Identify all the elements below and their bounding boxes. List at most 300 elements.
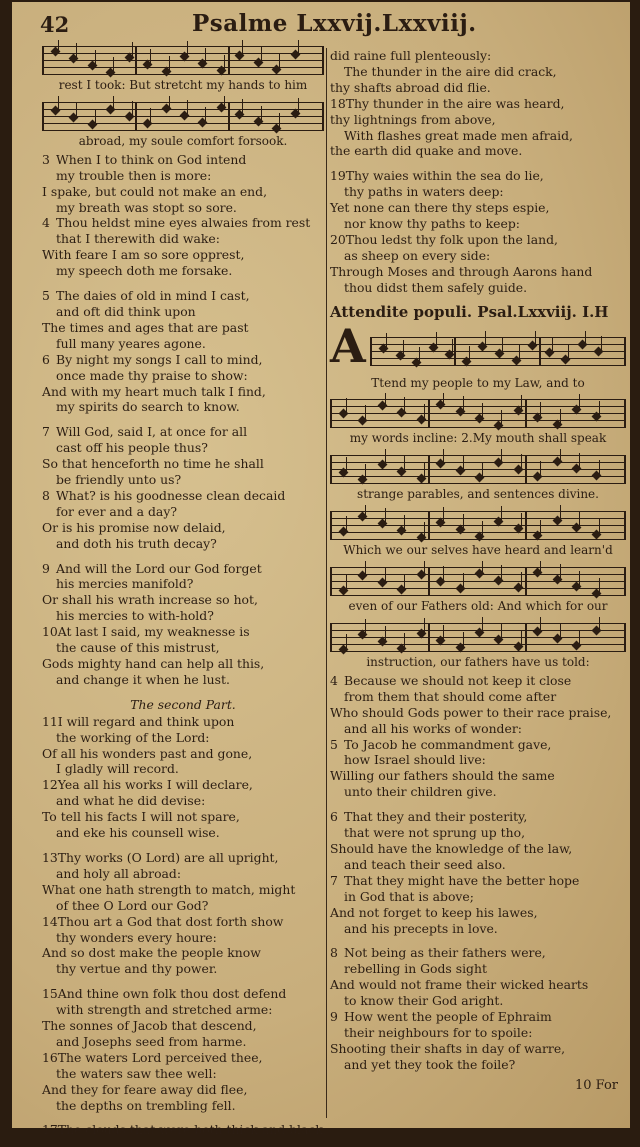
verse-text: And they for feare away did flee, (42, 1081, 248, 1097)
verse-line (330, 977, 626, 993)
verse-number: 9 (330, 1009, 338, 1025)
verse-text: Who should Gods power to their race praise, (330, 704, 612, 720)
verse-text: and Josephs seed from harme. (56, 1033, 247, 1049)
verse-line (42, 986, 324, 1002)
verse-number: 6 (42, 351, 50, 367)
note-stem (365, 405, 366, 419)
bar-line (624, 623, 626, 652)
verse-line (42, 263, 324, 279)
note-stem (436, 332, 437, 346)
note-stem (568, 344, 569, 358)
bar-line (330, 399, 332, 428)
verse-line (42, 440, 324, 456)
verse-text: With feare I am so sore opprest, (42, 247, 245, 263)
bar-line (624, 511, 626, 540)
tune-lyric: instruction, our fathers have us told: (366, 655, 590, 670)
verse-number: 17 (42, 1122, 58, 1138)
bar-line (135, 46, 137, 75)
verse-line (330, 905, 626, 921)
verse-text: Not being as their fathers were, (344, 945, 546, 961)
verse-line (42, 761, 324, 777)
verse-text: What? is his goodnesse clean decaid (56, 487, 286, 503)
note-stem (279, 113, 280, 127)
verse-line (330, 752, 626, 768)
verse-number: 12 (42, 777, 58, 793)
verse-number: 14 (42, 913, 58, 929)
note-stem (95, 109, 96, 123)
part-heading: The second Part. (130, 696, 236, 712)
verse-line (330, 1025, 626, 1041)
verse-number: 16 (42, 1049, 58, 1065)
verse-block (330, 673, 626, 800)
bar-line (330, 623, 332, 652)
verse-text: With flashes great made men afraid, (344, 127, 573, 143)
verse-block (42, 850, 324, 977)
note-stem (403, 340, 404, 354)
note-stem (521, 395, 522, 409)
bar-line (454, 337, 456, 366)
note-stem (579, 512, 580, 526)
note-stem (205, 48, 206, 62)
verse-line (330, 168, 626, 184)
verse-line (42, 488, 324, 504)
verse-text: And not forget to keep his lawes, (330, 904, 538, 920)
note-stem (424, 618, 425, 632)
note-stem (95, 50, 96, 64)
verse-text: nor know thy paths to keep: (344, 216, 520, 232)
verse-text: the waters saw thee well: (56, 1065, 217, 1081)
note-stem (585, 331, 586, 345)
note-stem (76, 102, 77, 116)
verse-text: Willing our fathers should the same (330, 768, 555, 784)
note-stem (443, 566, 444, 580)
bar-line (428, 511, 430, 540)
verse-text: and oft did think upon (56, 303, 196, 319)
verse-line (42, 1122, 327, 1138)
note-stem (385, 626, 386, 640)
note-stem (113, 57, 114, 71)
catchword: 10 For (574, 1077, 618, 1093)
note-stem (463, 514, 464, 528)
note-stem (482, 403, 483, 417)
tune-heading: Attendite populi. Psal.Lxxviij. I.H (330, 302, 609, 321)
tune-lyric: abroad, my soule comfort forsook. (78, 133, 288, 148)
note-stem (485, 331, 486, 345)
verse-block (42, 1122, 327, 1138)
verse-number: 10 (42, 624, 58, 640)
bar-line (428, 623, 430, 652)
verse-line (330, 673, 626, 689)
verse-line (42, 961, 324, 977)
verse-line (42, 746, 324, 762)
drop-cap: A (330, 318, 366, 373)
verse-line (42, 520, 324, 536)
note-stem (404, 515, 405, 529)
verse-line (42, 809, 324, 825)
note-stem (242, 40, 243, 54)
tune-lyric: even of our Fathers old: And which for our (348, 599, 608, 614)
note-stem (560, 409, 561, 423)
verse-line (42, 608, 324, 624)
verse-line (42, 882, 324, 898)
verse-line (330, 993, 626, 1009)
verse-number: 7 (330, 872, 338, 888)
verse-text: full many yeares agone. (56, 335, 206, 351)
note-stem (463, 632, 464, 646)
music-staff (370, 331, 626, 367)
note-stem (279, 54, 280, 68)
tune-lyric: my words incline: 2.My mouth shall speak (349, 431, 607, 446)
verse-text: What one hath strength to match, might (42, 881, 296, 897)
note-stem (132, 101, 133, 115)
verse-text: And thine own folk thou dost defend (57, 986, 287, 1002)
verse-text: So that henceforth no time he shall (42, 456, 264, 472)
verse-number: 18 (330, 95, 346, 111)
note-stem (452, 339, 453, 353)
verse-text: and holy all abroad: (56, 865, 182, 881)
verse-text: To tell his facts I will not spare, (42, 809, 240, 825)
verse-line (330, 48, 626, 64)
note-stem (463, 455, 464, 469)
verse-text: How went the people of Ephraim (344, 1009, 552, 1025)
verse-text: thy vertue and thy power. (56, 961, 218, 977)
tune-lyric: rest I took: But stretcht my hands to him (58, 78, 308, 92)
verse-text: Because we should not keep it close (344, 672, 572, 688)
verse-text: The sonnes of Jacob that descend, (42, 1018, 257, 1034)
verse-text: And would not frame their wicked hearts (330, 977, 589, 993)
note-stem (365, 561, 366, 575)
note-stem (599, 401, 600, 415)
note-stem (224, 96, 225, 110)
note-stem (346, 575, 347, 589)
verse-text: once made thy praise to show: (56, 367, 248, 383)
verse-text: of thee O Lord our God? (56, 897, 209, 913)
verse-line (42, 656, 324, 672)
verse-line (42, 945, 324, 961)
verse-line (42, 504, 324, 520)
verse-text: that I therewith did wake: (56, 231, 220, 247)
note-stem (501, 506, 502, 520)
bar-line (525, 567, 527, 596)
verse-line (42, 672, 324, 688)
tune-lyric: strange parables, and sentences divine. (357, 487, 599, 502)
verse-line (42, 1066, 324, 1082)
verse-line (42, 730, 324, 746)
bar-line (322, 46, 324, 75)
verse-line (330, 705, 626, 721)
verse-line (42, 1082, 324, 1098)
verse-line (42, 200, 324, 216)
verse-text: Thou art a God that dost forth show (57, 913, 284, 929)
note-stem (579, 571, 580, 585)
verse-line (330, 945, 626, 961)
verse-text: Of all his wonders past and gone, (42, 745, 253, 761)
verse-number: 4 (330, 672, 338, 688)
note-stem (224, 55, 225, 69)
verse-text: in God that is above; (344, 888, 474, 904)
verse-line (330, 961, 626, 977)
verse-line (42, 592, 324, 608)
verse-text: That they might have the better hope (344, 872, 580, 888)
tune-lyric: Which we our selves have heard and learn'd (343, 543, 613, 558)
verse-text: Yet none can there thy steps espie, (330, 200, 550, 216)
verse-line (330, 768, 626, 784)
note-stem (187, 41, 188, 55)
note-stem (424, 463, 425, 477)
verse-line (330, 1057, 626, 1073)
book-page (12, 2, 630, 1138)
verse-text: did raine full plenteously: (330, 48, 492, 63)
bar-line (624, 567, 626, 596)
verse-number: 13 (42, 849, 58, 865)
note-stem (261, 106, 262, 120)
note-stem (579, 453, 580, 467)
verse-number: 20 (330, 231, 346, 247)
verse-text: his mercies to with-hold? (56, 608, 214, 624)
verse-line (330, 64, 626, 80)
verse-text: The thunder in the aire did crack, (344, 63, 557, 79)
verse-block (42, 714, 324, 841)
verse-text: from them that should come after (344, 688, 557, 704)
note-stem (535, 331, 536, 345)
music-staff (330, 617, 626, 653)
verse-text: Thy waies within the sea do lie, (345, 168, 544, 184)
verse-line (42, 399, 324, 415)
verse-line (42, 640, 324, 656)
music-staff (330, 505, 626, 541)
note-stem (404, 456, 405, 470)
bar-line (228, 102, 230, 131)
verse-line (330, 264, 626, 280)
verse-line (330, 857, 626, 873)
verse-text: I gladly will record. (56, 761, 179, 777)
verse-line (42, 472, 324, 488)
note-stem (385, 393, 386, 407)
note-stem (169, 56, 170, 70)
note-stem (463, 396, 464, 410)
bar-line (428, 567, 430, 596)
verse-text: Through Moses and through Aarons hand (330, 263, 593, 279)
verse-text: to know their God aright. (344, 993, 504, 1009)
verse-line (42, 168, 324, 184)
note-stem (150, 49, 151, 63)
note-stem (298, 98, 299, 112)
verse-line (42, 1098, 324, 1114)
verse-text: Will God, said I, at once for all (56, 424, 248, 440)
verse-text: as sheep on every side: (344, 247, 491, 263)
note-stem (298, 40, 299, 54)
bar-line (525, 399, 527, 428)
note-stem (521, 631, 522, 645)
verse-number: 15 (42, 986, 58, 1002)
music-staff (42, 96, 324, 132)
verse-line (42, 368, 324, 384)
bar-line (624, 399, 626, 428)
note-stem (365, 619, 366, 633)
verse-line (42, 215, 324, 231)
note-stem (365, 464, 366, 478)
note-stem (205, 107, 206, 121)
note-stem (599, 519, 600, 533)
verse-line (42, 576, 324, 592)
note-stem (386, 333, 387, 347)
verse-text: Yea all his works I will declare, (57, 777, 253, 793)
verse-line (42, 231, 324, 247)
verse-text: their neighbours for to spoile: (344, 1024, 533, 1040)
verse-text: how Israel should live: (344, 752, 486, 768)
verse-line (330, 889, 626, 905)
verse-line (42, 304, 324, 320)
verse-block (330, 48, 626, 159)
bar-line (624, 455, 626, 484)
verse-line (42, 384, 324, 400)
verse-number: 6 (330, 809, 338, 825)
verse-text: The waters Lord perceived thee, (57, 1049, 263, 1065)
music-staff (330, 449, 626, 485)
bar-line (330, 455, 332, 484)
verse-line (330, 112, 626, 128)
note-stem (150, 108, 151, 122)
right-column (330, 48, 626, 1094)
verse-text: and yet they took the foile? (344, 1056, 516, 1072)
bar-line (322, 102, 324, 131)
verse-line (330, 721, 626, 737)
verse-number: 8 (330, 945, 338, 961)
note-stem (132, 42, 133, 56)
note-stem (552, 337, 553, 351)
verse-number: 3 (42, 151, 50, 167)
verse-line (330, 809, 626, 825)
note-stem (482, 521, 483, 535)
verse-text: The clouds that were both thick and black, (57, 1122, 327, 1138)
verse-line (330, 280, 626, 296)
note-stem (501, 410, 502, 424)
bar-line (135, 102, 137, 131)
verse-text: The daies of old in mind I cast, (56, 288, 250, 304)
note-stem (404, 574, 405, 588)
verse-line (330, 128, 626, 144)
verse-text: At last I said, my weaknesse is (57, 624, 250, 640)
note-stem (365, 505, 366, 519)
left-column (42, 38, 327, 1147)
verse-line (42, 288, 324, 304)
note-stem (540, 561, 541, 575)
verse-number: 5 (330, 736, 338, 752)
note-stem (419, 347, 420, 361)
verse-line (42, 320, 324, 336)
verse-text: cast off his people thus? (56, 440, 208, 456)
verse-text: the cause of this mistrust, (56, 640, 220, 656)
verse-text: and all his works of wonder: (344, 720, 522, 736)
verse-text: Thou ledst thy folk upon the land, (345, 231, 558, 247)
opening-staff (330, 318, 626, 375)
verse-line (330, 216, 626, 232)
verse-text: Or shall his wrath increase so hot, (42, 592, 258, 608)
running-title: Psalme Lxxvij.Lxxviij. (192, 10, 477, 37)
note-stem (404, 397, 405, 411)
verse-text: thy shafts abroad did flie. (330, 79, 491, 95)
note-stem (560, 564, 561, 578)
verse-line (42, 898, 324, 914)
note-stem (501, 565, 502, 579)
verse-number: 4 (42, 215, 50, 231)
verse-number: 7 (42, 424, 50, 440)
music-staff (330, 561, 626, 597)
verse-line (330, 184, 626, 200)
verse-line (42, 914, 324, 930)
verse-text: thou didst them safely guide. (344, 279, 528, 295)
verse-line (330, 825, 626, 841)
note-stem (579, 630, 580, 644)
page-number: 42 (40, 12, 70, 37)
bar-line (428, 399, 430, 428)
verse-block (42, 152, 324, 279)
note-stem (521, 454, 522, 468)
note-stem (424, 404, 425, 418)
note-stem (169, 96, 170, 110)
note-stem (501, 624, 502, 638)
verse-line (42, 561, 324, 577)
note-stem (482, 617, 483, 631)
bar-line (539, 337, 541, 366)
verse-block (42, 986, 324, 1113)
verse-block (42, 288, 324, 415)
bar-line (428, 455, 430, 484)
bar-line (525, 623, 527, 652)
verse-line (42, 1034, 324, 1050)
verse-text: And so dost make the people know (42, 945, 261, 961)
note-stem (540, 461, 541, 475)
verse-text: thy lightnings from above, (330, 111, 496, 127)
verse-text: be friendly unto us? (56, 472, 182, 488)
verse-line (330, 873, 626, 889)
verse-line (42, 825, 324, 841)
verse-line (42, 536, 324, 552)
verse-text: Thy works (O Lord) are all upright, (57, 849, 279, 865)
verse-text: Shooting their shafts in day of warre, (330, 1040, 566, 1056)
verse-text: my breath was stopt so sore. (56, 199, 237, 215)
note-stem (502, 338, 503, 352)
note-stem (385, 508, 386, 522)
note-stem (113, 96, 114, 110)
verse-text: my speech doth me forsake. (56, 263, 233, 279)
verse-line (42, 777, 324, 793)
verse-line (42, 352, 324, 368)
verse-line (42, 184, 324, 200)
verse-line (42, 247, 324, 263)
note-stem (261, 47, 262, 61)
verse-block (42, 424, 324, 551)
verse-text: To Jacob he commandment gave, (344, 736, 552, 752)
tune-lyric: Ttend my people to my Law, and to (371, 375, 585, 390)
verse-line (42, 866, 324, 882)
verse-text: the depths on trembling fell. (56, 1097, 236, 1113)
note-stem (521, 572, 522, 586)
note-stem (385, 449, 386, 463)
verse-line (42, 152, 324, 168)
note-stem (560, 449, 561, 463)
note-stem (242, 99, 243, 113)
bar-line (624, 337, 626, 366)
note-stem (560, 505, 561, 519)
column-divider (326, 48, 327, 1118)
verse-text: and eke his counsell wise. (56, 825, 220, 841)
note-stem (187, 100, 188, 114)
verse-text: The times and ages that are past (42, 319, 249, 335)
verse-text: I spake, but could not make an end, (42, 183, 268, 199)
note-stem (519, 345, 520, 359)
note-stem (599, 617, 600, 631)
